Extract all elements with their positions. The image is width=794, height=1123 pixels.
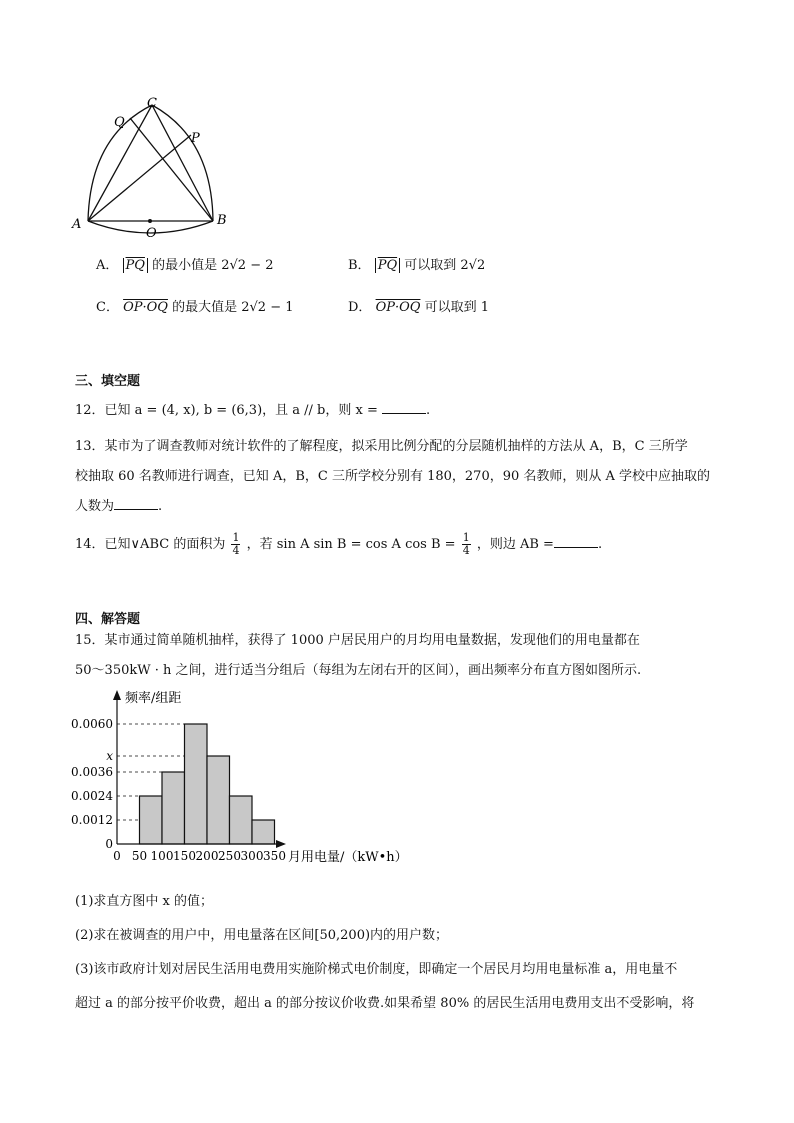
label-q: Q	[114, 115, 125, 130]
y-zero-label: 0	[105, 837, 113, 851]
option-b-abs-expr: $\overline{PQ}$	[375, 258, 400, 273]
question-14-blank	[554, 535, 598, 548]
x-tick-label: 200	[195, 849, 219, 863]
question-13	[75, 432, 725, 522]
y-axis-arrow	[113, 690, 121, 700]
option-b-text: 可以取到	[404, 258, 457, 273]
question-13-line-2: 校抽取 60 名教师进行调查，已知 A，B，C 三所学校分别有 180，270，90 名教师，则从 A 学校中应抽取的	[75, 469, 711, 484]
question-14-pre: 14．已知∨ABC 的面积为	[75, 537, 226, 552]
frequency-histogram	[62, 688, 422, 874]
option-a-text: 的最小值是	[152, 258, 218, 273]
option-c-text: 的最大值是	[172, 300, 238, 315]
question-13-line-3: 人数为 .	[75, 499, 163, 514]
option-a	[96, 254, 274, 273]
section-3-title: 三、填空题	[75, 374, 141, 389]
sub-question-1: (1)求直方图中 x 的值；	[75, 894, 214, 909]
label-a: A	[72, 217, 82, 232]
geometry-figure	[60, 90, 260, 240]
question-15-subquestions	[75, 885, 735, 1021]
option-d-expr: OP·OQ	[375, 300, 421, 315]
fraction-area: $\frac{1}{4}$	[232, 531, 240, 557]
x-tick-label: 50	[131, 849, 148, 863]
option-d-text: 可以取到	[424, 300, 477, 315]
question-14: 14．已知∨ABC 的面积为 $\frac{1}{4}$ ，若 sin A sin B = cos A cos B = $\frac{1}{4}$ ，则边 AB = .	[75, 531, 603, 557]
x-axis-arrow	[276, 840, 286, 848]
sub-question-3-line-2: 超过 a 的部分按平价收费，超出 a 的部分按议价收费.如果希望 80% 的居民生活用电费用支出不受影响，将	[75, 996, 695, 1011]
histogram-bar	[252, 820, 275, 844]
sub-question-2: (2)求在被调查的用户中，用电量落在区间[50,200)内的用户数；	[75, 928, 449, 943]
label-c: C	[147, 96, 157, 111]
option-b	[348, 254, 485, 273]
option-c-letter: C．	[96, 300, 119, 315]
option-a-abs-expr: $\overline{PQ}$	[123, 258, 148, 273]
option-d-letter: D．	[348, 300, 372, 315]
x-tick-label: 150	[173, 849, 196, 863]
option-a-value: 2√2 − 2	[221, 258, 274, 273]
sub-question-3-line-1: (3)该市政府计划对居民生活用电费用实施阶梯式电价制度，即确定一个居民月均用电量标准 a，用电量不	[75, 962, 678, 977]
question-15-stem	[75, 626, 725, 686]
label-b: B	[217, 213, 227, 228]
x-tick-label: 300	[240, 849, 264, 863]
label-o: O	[146, 226, 157, 240]
x-tick-label: 100	[150, 849, 174, 863]
x-axis-title: 月用电量/（kW•h）	[288, 850, 408, 865]
section-4-title: 四、解答题	[75, 612, 141, 627]
option-c	[96, 296, 294, 315]
y-axis-title: 频率/组距	[125, 691, 182, 706]
option-b-value: 2√2	[460, 258, 486, 273]
histogram-bar	[185, 724, 208, 844]
question-13-line-1: 13．某市为了调查教师对统计软件的了解程度，拟采用比例分配的分层随机抽样的方法从 A，B，C 三所学	[75, 439, 688, 454]
point-o	[148, 219, 152, 223]
option-d	[348, 296, 489, 315]
y-tick-label: 0.0036	[71, 765, 113, 779]
x-tick-label: 250	[218, 849, 241, 863]
fraction-trig: $\frac{1}{4}$	[462, 531, 470, 557]
y-tick-label: x	[106, 749, 113, 763]
question-15-line-1: 15．某市通过简单随机抽样，获得了 1000 户居民用户的月均用电量数据，发现他们的用电量都在	[75, 633, 640, 648]
option-c-value: 2√2 − 1	[241, 300, 294, 315]
segment-bq	[130, 118, 213, 221]
x-tick-label: 350	[263, 849, 286, 863]
histogram-bar	[230, 796, 253, 844]
segment-ap	[88, 135, 191, 221]
segment-bc	[152, 105, 213, 221]
question-12	[75, 401, 430, 417]
option-b-letter: B．	[348, 258, 371, 273]
y-tick-label: 0.0012	[71, 813, 113, 827]
histogram-bar	[207, 756, 230, 844]
label-p: P	[191, 131, 200, 146]
question-15-line-2: 50～350kW · h 之间，进行适当分组后（每组为左闭右开的区间），画出频率分布直方图如图所示.	[75, 663, 642, 678]
question-12-end: .	[426, 403, 431, 418]
x-tick-label: 0	[113, 849, 121, 863]
question-14-post: ，则边 AB =	[476, 537, 554, 552]
histogram-bar	[162, 772, 185, 844]
option-a-letter: A．	[96, 258, 119, 273]
y-tick-label: 0.0060	[71, 717, 113, 731]
option-c-expr: OP·OQ	[123, 300, 168, 315]
question-13-blank	[114, 497, 158, 510]
question-12-blank	[382, 401, 426, 414]
question-14-mid: ，若 sin A sin B = cos A cos B =	[246, 537, 456, 552]
y-tick-label: 0.0024	[71, 789, 113, 803]
histogram-bar	[140, 796, 163, 844]
option-d-value: 1	[480, 300, 490, 315]
question-12-text: 12．已知 a = (4, x), b = (6,3)，且 a // b，则 x =	[75, 403, 383, 418]
